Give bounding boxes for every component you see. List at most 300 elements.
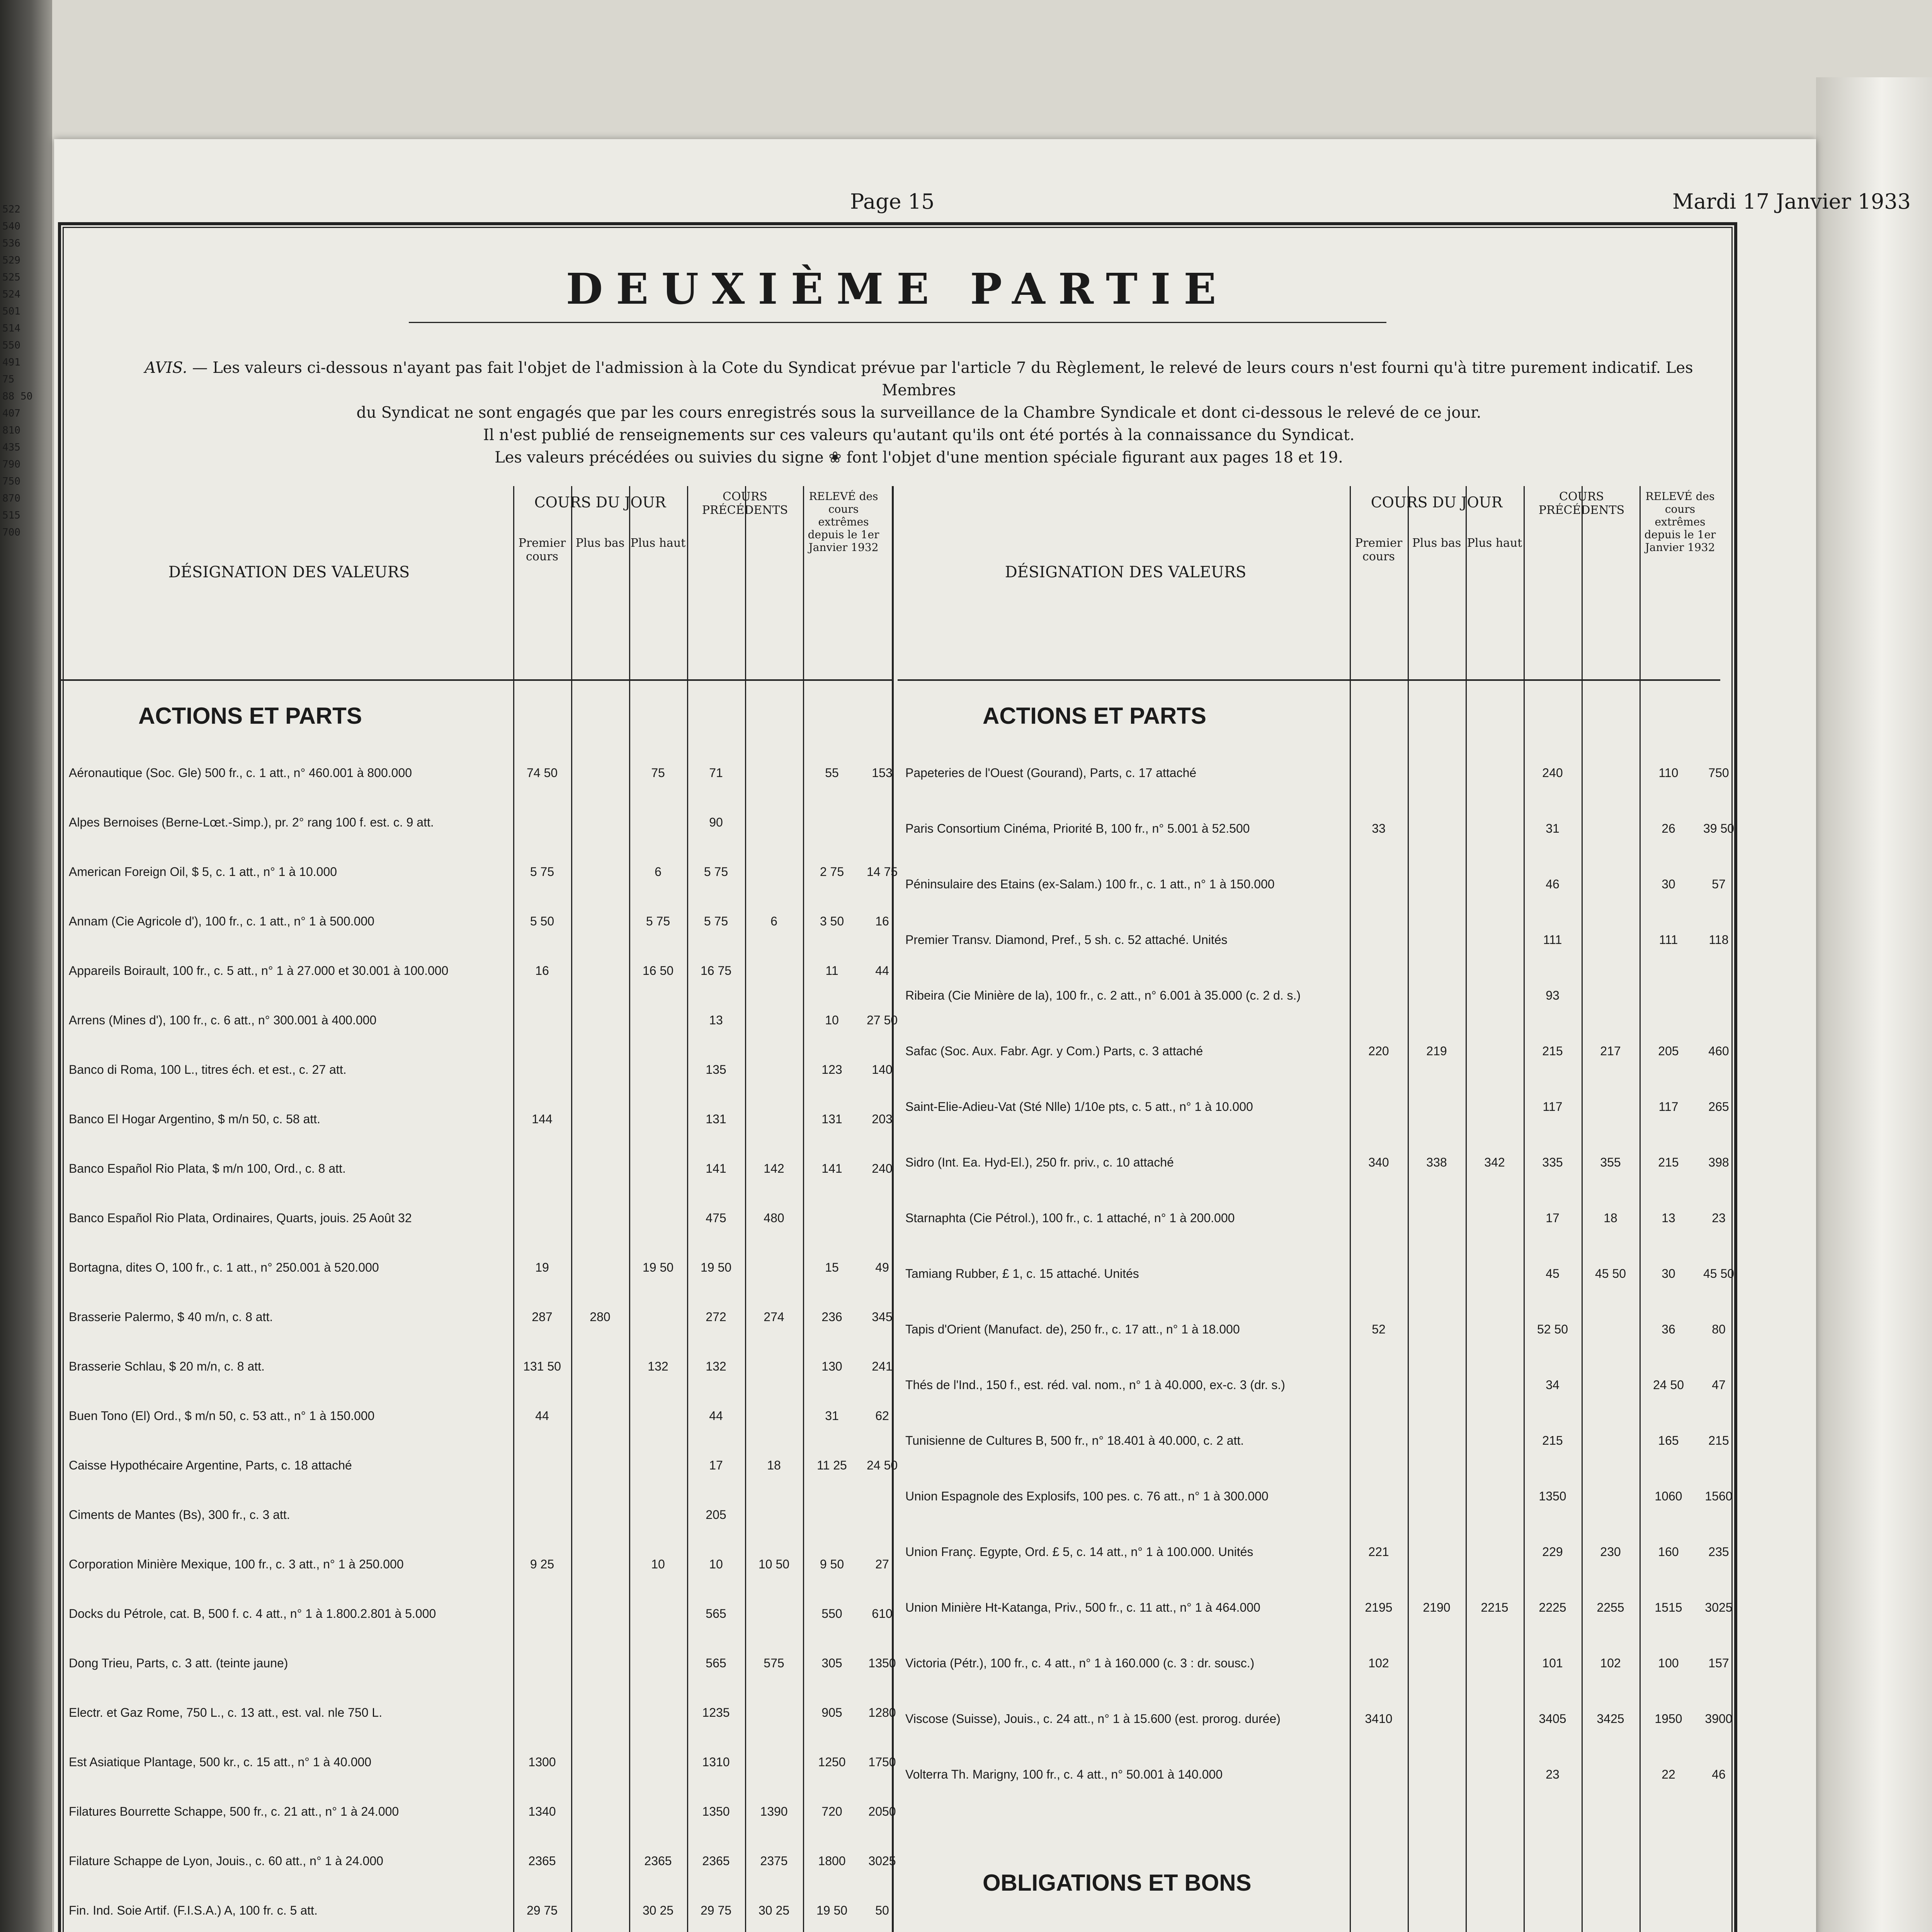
table-row (61, 1556, 892, 1573)
price-c5: 30 25 (758, 1903, 790, 1917)
price-c5: 10 50 (758, 1557, 790, 1571)
price-c7: 49 (875, 1260, 889, 1274)
table-row (61, 1308, 892, 1325)
price-c3: 2215 (1481, 1600, 1509, 1614)
price-c1: 9 25 (530, 1557, 554, 1571)
price-c7: 2050 (868, 1804, 896, 1818)
price-c4: 111 (1543, 933, 1562, 947)
previous-page-number: 515 (2, 510, 20, 521)
price-c1: 2195 (1365, 1600, 1393, 1614)
price-c4: 565 (706, 1656, 726, 1670)
security-name: Tunisienne de Cultures B, 500 fr., n° 18.401 à 40.000, c. 2 att. (905, 1434, 1244, 1447)
price-c4: 135 (706, 1063, 726, 1077)
price-c6: 905 (821, 1706, 842, 1719)
issue-date: Mardi 17 Janvier 1933 (1672, 189, 1911, 214)
table-header-left (61, 486, 892, 681)
price-c5: 274 (764, 1310, 784, 1324)
price-c7: 610 (872, 1607, 893, 1621)
price-c6: 130 (821, 1359, 842, 1373)
price-c4: 23 (1546, 1767, 1560, 1781)
table-row (61, 1407, 892, 1424)
section-actions-parts-left: ACTIONS ET PARTS (138, 703, 362, 729)
security-name: Banco Español Rio Plata, Ordinaires, Quarts, jouis. 25 Août 32 (69, 1211, 412, 1225)
price-c1: 29 75 (526, 1903, 558, 1917)
price-c6: 55 (825, 766, 839, 780)
price-c2: 280 (590, 1310, 611, 1324)
table-row (898, 820, 1735, 837)
column-rule (745, 486, 746, 1932)
price-c4: 71 (709, 766, 723, 780)
price-c4: 240 (1542, 766, 1563, 780)
table-row (61, 1704, 896, 1721)
price-c4: 31 (1546, 821, 1560, 835)
price-c7: 27 50 (866, 1013, 898, 1027)
price-c7: 345 (872, 1310, 893, 1324)
price-c6: 11 (825, 964, 838, 978)
price-c6: 10 (825, 1013, 839, 1027)
column-rule (1582, 486, 1583, 1932)
price-c6: 117 (1658, 1100, 1679, 1114)
price-c6: 19 50 (816, 1903, 848, 1917)
security-name: Tamiang Rubber, £ 1, c. 15 attaché. Unités (905, 1267, 1139, 1281)
price-c4: 1350 (1539, 1489, 1566, 1503)
column-rule (1466, 486, 1467, 1932)
security-name: Viscose (Suisse), Jouis., c. 24 att., n° 1 à 15.600 (est. prorog. durée) (905, 1712, 1281, 1726)
price-c4: 2365 (702, 1854, 730, 1868)
previous-page-number: 88 50 (2, 391, 33, 402)
price-c1: 2365 (528, 1854, 556, 1868)
price-c6: 1250 (818, 1755, 846, 1769)
price-c7: 27 (875, 1557, 889, 1571)
security-name: Filatures Bourrette Schappe, 500 fr., c. 21 att., n° 1 à 24.000 (69, 1804, 399, 1818)
header-releve: RELEVÉ des cours extrêmes depuis le 1er Janvier 1932 (808, 490, 879, 554)
price-c7: 47 (1712, 1378, 1726, 1392)
table-row (898, 876, 1726, 893)
price-c5: 3425 (1597, 1712, 1624, 1726)
security-name: Arrens (Mines d'), 100 fr., c. 6 att., n° 300.001 à 400.000 (69, 1013, 377, 1027)
notice-line-2: du Syndicat ne sont engagés que par les cours enregistrés sous la surveillance de la Chambre Syndicale et dont ci-dessous le relevé de ce jour. (356, 404, 1481, 422)
notice (127, 357, 1711, 469)
price-c2: 2190 (1423, 1600, 1451, 1614)
price-c3: 2365 (644, 1854, 672, 1868)
price-c7: 460 (1708, 1044, 1729, 1058)
header-releve: RELEVÉ des cours extrêmes depuis le 1er Janvier 1932 (1644, 490, 1716, 554)
right-column (898, 486, 1735, 1932)
security-name: Banco Español Rio Plata, $ m/n 100, Ord., c. 8 att. (69, 1162, 346, 1175)
price-c7: 153 (872, 766, 893, 780)
price-c6: 9 50 (820, 1557, 844, 1571)
security-name: Annam (Cie Agricole d'), 100 fr., c. 1 att., n° 1 à 500.000 (69, 914, 374, 928)
previous-page-number: 407 (2, 408, 20, 419)
price-c6: 1515 (1655, 1600, 1682, 1614)
security-name: Victoria (Pétr.), 100 fr., c. 4 att., n° 1 à 160.000 (c. 3 : dr. sousc.) (905, 1656, 1255, 1670)
price-c5: 355 (1600, 1155, 1621, 1169)
header-plus-haut: Plus haut (630, 536, 686, 550)
security-name: Aéronautique (Soc. Gle) 500 fr., c. 1 att., n° 460.001 à 800.000 (69, 766, 412, 780)
price-c7: 80 (1712, 1322, 1726, 1336)
price-c4: 475 (706, 1211, 726, 1225)
column-rule (687, 486, 688, 1932)
price-c4: 215 (1542, 1044, 1563, 1058)
security-name: Banco El Hogar Argentino, $ m/n 50, c. 58 att. (69, 1112, 321, 1126)
price-c4: 131 (706, 1112, 726, 1126)
page-frame (58, 222, 1737, 1932)
header-designation: DÉSIGNATION DES VALEURS (168, 563, 410, 581)
price-c6: 1060 (1655, 1489, 1682, 1503)
previous-page-number: 550 (2, 340, 20, 351)
price-c1: 131 50 (523, 1359, 561, 1373)
price-c4: 17 (1546, 1211, 1560, 1225)
price-c3: 75 (651, 766, 665, 780)
table-row (898, 1710, 1733, 1727)
page-number: Page 15 (850, 189, 935, 214)
price-c7: 62 (875, 1409, 889, 1423)
header-plus-bas: Plus bas (575, 536, 625, 550)
table-row (898, 1043, 1729, 1060)
price-c4: 272 (706, 1310, 726, 1324)
table-row (61, 1852, 896, 1869)
price-c4: 17 (709, 1458, 723, 1472)
price-c6: 30 (1662, 877, 1675, 891)
security-name: Paris Consortium Cinéma, Priorité B, 100 fr., n° 5.001 à 52.500 (905, 821, 1250, 835)
price-c1: 1340 (528, 1804, 556, 1818)
price-c6: 1800 (818, 1854, 846, 1868)
price-c4: 10 (709, 1557, 723, 1571)
price-c7: 265 (1708, 1100, 1729, 1114)
price-c4: 46 (1546, 877, 1560, 891)
price-c5: 142 (764, 1162, 784, 1175)
security-name: Union Espagnole des Explosifs, 100 pes. c. 76 att., n° 1 à 300.000 (905, 1489, 1269, 1503)
security-name: Dong Trieu, Parts, c. 3 att. (teinte jaune) (69, 1656, 288, 1670)
previous-page-number: 514 (2, 323, 20, 334)
price-c6: 550 (821, 1607, 842, 1621)
header-plus-haut: Plus haut (1467, 536, 1522, 550)
price-c4: 1235 (702, 1706, 730, 1719)
price-c6: 100 (1658, 1656, 1679, 1670)
price-c7: 57 (1712, 877, 1726, 891)
table-row (61, 1803, 896, 1820)
table-row (61, 1457, 898, 1474)
price-c1: 340 (1368, 1155, 1389, 1169)
table-row (61, 913, 892, 930)
price-c7: 3025 (868, 1854, 896, 1868)
price-c6: 305 (821, 1656, 842, 1670)
previous-page-number: 435 (2, 442, 20, 453)
table-row (61, 1358, 892, 1375)
price-c7: 16 (875, 914, 889, 928)
price-c1: 220 (1368, 1044, 1389, 1058)
title-rule (409, 322, 1386, 323)
column-rule (803, 486, 804, 1932)
table-row (898, 1543, 1729, 1560)
security-name: Union Franç. Egypte, Ord. £ 5, c. 14 att., n° 1 à 100.000. Unités (905, 1545, 1253, 1559)
table-header-right (898, 486, 1720, 681)
previous-page-number: 790 (2, 459, 20, 470)
security-name: Corporation Minière Mexique, 100 fr., c. 3 att., n° 1 à 250.000 (69, 1557, 404, 1571)
security-name: Safac (Soc. Aux. Fabr. Agr. y Com.) Parts, c. 3 attaché (905, 1044, 1203, 1058)
table-row (61, 764, 892, 781)
price-c5: 575 (764, 1656, 784, 1670)
column-rule (1639, 486, 1641, 1932)
price-c4: 34 (1546, 1378, 1560, 1392)
column-rule (1524, 486, 1525, 1932)
price-c3: 6 (655, 865, 662, 879)
price-c7: 3025 (1705, 1600, 1733, 1614)
price-c4: 141 (706, 1162, 726, 1175)
price-c4: 5 75 (704, 865, 728, 879)
price-c4: 565 (706, 1607, 726, 1621)
price-c7: 46 (1712, 1767, 1726, 1781)
table-row (61, 1259, 892, 1276)
header-cours-precedents: COURS PRÉCÉDENTS (1538, 490, 1625, 517)
previous-page-number: 491 (2, 357, 20, 368)
price-c4: 132 (706, 1359, 726, 1373)
price-c4: 101 (1542, 1656, 1563, 1670)
price-c5: 2375 (760, 1854, 788, 1868)
price-c4: 45 (1546, 1267, 1560, 1281)
section-obligations-bons: OBLIGATIONS ET BONS (983, 1870, 1252, 1896)
price-c4: 1310 (702, 1755, 730, 1769)
table-row (898, 1098, 1729, 1115)
table-row (61, 1605, 892, 1622)
price-c6: 11 25 (817, 1458, 847, 1472)
price-c4: 19 50 (700, 1260, 732, 1274)
price-c4: 117 (1543, 1100, 1563, 1114)
price-c5: 18 (767, 1458, 781, 1472)
security-name: American Foreign Oil, $ 5, c. 1 att., n° 1 à 10.000 (69, 865, 337, 879)
notice-line-3: Il n'est publié de renseignements sur ces valeurs qu'autant qu'ils ont été portés à la connaissance du Syndicat. (483, 426, 1355, 444)
price-c6: 141 (821, 1162, 842, 1175)
previous-page-number: 750 (2, 476, 20, 487)
price-c5: 6 (770, 914, 777, 928)
price-c4: 335 (1542, 1155, 1563, 1169)
table-row (898, 987, 1720, 1004)
security-name: Premier Transv. Diamond, Pref., 5 sh. c. 52 attaché. Unités (905, 933, 1228, 947)
price-c7: 23 (1712, 1211, 1726, 1225)
table-row (898, 1655, 1729, 1672)
table-row (898, 1321, 1726, 1338)
notice-line-1: — Les valeurs ci-dessous n'ayant pas fait l'objet de l'admission à la Cote du Syndicat prévue par l'article 7 du Règlement, le relevé de leurs cours n'est fourni qu'à titre purement indicatif. Les Membres (192, 359, 1693, 399)
previous-page-number: 810 (2, 425, 20, 436)
previous-page-number: 540 (2, 221, 20, 232)
price-c5: 217 (1600, 1044, 1621, 1058)
table-row (61, 814, 892, 831)
price-c6: 236 (821, 1310, 842, 1324)
price-c1: 74 50 (526, 766, 558, 780)
security-name: Starnaphta (Cie Pétrol.), 100 fr., c. 1 attaché, n° 1 à 200.000 (905, 1211, 1235, 1225)
price-c4: 93 (1546, 988, 1560, 1002)
price-c6: 22 (1662, 1767, 1675, 1781)
price-c4: 44 (709, 1409, 723, 1423)
right-rows-actions (898, 764, 1735, 1821)
security-name: Fin. Ind. Soie Artif. (F.I.S.A.) A, 100 fr. c. 5 att. (69, 1903, 318, 1917)
price-c7: 1350 (868, 1656, 896, 1670)
price-c6: 24 50 (1653, 1378, 1684, 1392)
security-name: Tapis d'Orient (Manufact. de), 250 fr., c. 17 att., n° 1 à 18.000 (905, 1322, 1240, 1336)
table-row (898, 1376, 1726, 1393)
price-c2: 338 (1426, 1155, 1447, 1169)
left-rows (61, 764, 898, 1932)
price-c5: 2255 (1597, 1600, 1624, 1614)
price-c6: 15 (825, 1260, 839, 1274)
price-c3: 5 75 (646, 914, 670, 928)
security-name: Papeteries de l'Ouest (Gourand), Parts, c. 17 attaché (905, 766, 1197, 780)
price-c3: 16 50 (642, 964, 674, 978)
security-name: Thés de l'Ind., 150 f., est. réd. val. nom., n° 1 à 40.000, ex-c. 3 (dr. s.) (905, 1378, 1285, 1392)
security-name: Alpes Bernoises (Berne-Lœt.-Simp.), pr. 2° rang 100 f. est. c. 9 att. (69, 815, 434, 829)
page-edge (1816, 77, 1932, 1932)
price-c7: 1560 (1705, 1489, 1733, 1503)
security-name: Ribeira (Cie Minière de la), 100 fr., c. 2 att., n° 6.001 à 35.000 (c. 2 d. s.) (905, 988, 1301, 1002)
price-c6: 205 (1658, 1044, 1679, 1058)
column-rule (1408, 486, 1409, 1932)
security-name: Buen Tono (El) Ord., $ m/n 50, c. 53 att., n° 1 à 150.000 (69, 1409, 375, 1423)
security-name: Sidro (Int. Ea. Hyd-El.), 250 fr. priv., c. 10 attaché (905, 1155, 1174, 1169)
price-c1: 44 (535, 1409, 549, 1423)
table-row (898, 1265, 1735, 1282)
previous-page-number: 501 (2, 306, 20, 317)
column-rule (1350, 486, 1351, 1932)
price-c1: 33 (1372, 821, 1386, 835)
previous-page-number: 75 (2, 374, 15, 385)
table-row (61, 962, 892, 979)
previous-page-number: 536 (2, 238, 20, 249)
notice-label: AVIS. (145, 359, 187, 377)
price-c5: 18 (1604, 1211, 1617, 1225)
table-row (898, 931, 1729, 948)
security-name: Union Minière Ht-Katanga, Priv., 500 fr., c. 11 att., n° 1 à 464.000 (905, 1600, 1260, 1614)
price-c7: 118 (1709, 933, 1729, 947)
price-c1: 5 75 (530, 865, 554, 879)
price-c3: 342 (1484, 1155, 1505, 1169)
price-c4: 52 50 (1537, 1322, 1568, 1336)
price-c4: 229 (1542, 1545, 1563, 1559)
table-row (61, 1506, 892, 1523)
header-cours-du-jour: COURS DU JOUR (534, 494, 666, 511)
price-c3: 19 50 (642, 1260, 674, 1274)
header-cours-precedents: COURS PRÉCÉDENTS (702, 490, 788, 517)
price-c6: 30 (1662, 1267, 1675, 1281)
price-c7: 240 (872, 1162, 893, 1175)
security-name: Volterra Th. Marigny, 100 fr., c. 4 att., n° 50.001 à 140.000 (905, 1767, 1223, 1781)
price-c3: 10 (651, 1557, 665, 1571)
price-c1: 3410 (1365, 1712, 1393, 1726)
price-c6: 13 (1662, 1211, 1675, 1225)
price-c5: 1390 (760, 1804, 788, 1818)
previous-page-margin (0, 201, 46, 1592)
security-name: Appareils Boirault, 100 fr., c. 5 att., n° 1 à 27.000 et 30.001 à 100.000 (69, 964, 449, 978)
price-c1: 5 50 (530, 914, 554, 928)
security-name: Est Asiatique Plantage, 500 kr., c. 15 att., n° 1 à 40.000 (69, 1755, 372, 1769)
page-title: DEUXIÈME PARTIE (566, 264, 1230, 314)
previous-page-number: 870 (2, 493, 20, 504)
price-c6: 31 (825, 1409, 839, 1423)
price-c7: 157 (1708, 1656, 1729, 1670)
price-c5: 230 (1600, 1545, 1621, 1559)
price-c7: 241 (872, 1359, 893, 1373)
price-c6: 3 50 (820, 914, 844, 928)
price-c2: 219 (1426, 1044, 1447, 1058)
section-actions-parts-right: ACTIONS ET PARTS (983, 703, 1206, 729)
price-c4: 2225 (1539, 1600, 1566, 1614)
price-c7: 50 (875, 1903, 889, 1917)
price-c7: 215 (1708, 1434, 1729, 1447)
table-row (61, 1111, 892, 1128)
price-c4: 3405 (1539, 1712, 1566, 1726)
price-c1: 221 (1368, 1545, 1389, 1559)
price-c6: 720 (821, 1804, 842, 1818)
column-rule (571, 486, 572, 1932)
price-c6: 160 (1658, 1545, 1679, 1559)
header-designation: DÉSIGNATION DES VALEURS (1005, 563, 1247, 581)
price-c7: 45 50 (1703, 1267, 1735, 1281)
security-name: Brasserie Schlau, $ 20 m/n, c. 8 att. (69, 1359, 265, 1373)
price-c4: 13 (709, 1013, 723, 1027)
security-name: Caisse Hypothécaire Argentine, Parts, c. 18 attaché (69, 1458, 352, 1472)
price-c3: 132 (648, 1359, 668, 1373)
price-c6: 131 (821, 1112, 842, 1126)
previous-page-number: 524 (2, 289, 20, 300)
price-c4: 16 75 (700, 964, 732, 978)
price-c5: 45 50 (1595, 1267, 1626, 1281)
price-c1: 19 (535, 1260, 549, 1274)
security-name: Ciments de Mantes (Bs), 300 fr., c. 3 att. (69, 1508, 290, 1522)
security-name: Electr. et Gaz Rome, 750 L., c. 13 att., est. val. nle 750 L. (69, 1706, 383, 1719)
price-c1: 287 (532, 1310, 553, 1324)
previous-page-number: 525 (2, 272, 20, 283)
table-row (898, 1599, 1733, 1616)
header-cours-du-jour: COURS DU JOUR (1371, 494, 1503, 511)
previous-page-number: 522 (2, 204, 20, 215)
price-c6: 26 (1662, 821, 1675, 835)
table-row (898, 1432, 1729, 1449)
price-c6: 165 (1658, 1434, 1679, 1447)
price-c7: 39 50 (1703, 821, 1735, 835)
column-rule (513, 486, 514, 1932)
notice-line-4: Les valeurs précédées ou suivies du signe ❀ font l'objet d'une mention spéciale figurant aux pages 18 et 19. (495, 449, 1343, 466)
price-c1: 16 (535, 964, 549, 978)
price-c4: 90 (709, 815, 723, 829)
header-plus-bas: Plus bas (1412, 536, 1461, 550)
price-c1: 102 (1368, 1656, 1389, 1670)
price-c6: 36 (1662, 1322, 1675, 1336)
security-name: Bortagna, dites O, 100 fr., c. 1 att., n° 250.001 à 520.000 (69, 1260, 379, 1274)
price-c4: 5 75 (704, 914, 728, 928)
price-c1: 52 (1372, 1322, 1386, 1336)
price-c4: 215 (1542, 1434, 1563, 1447)
price-c4: 29 75 (700, 1903, 732, 1917)
table-row (61, 863, 898, 880)
price-c7: 203 (872, 1112, 893, 1126)
price-c7: 24 50 (866, 1458, 898, 1472)
security-name: Brasserie Palermo, $ 40 m/n, c. 8 att. (69, 1310, 273, 1324)
table-row (898, 1766, 1726, 1783)
security-name: Saint-Elie-Adieu-Vat (Sté Nlle) 1/10e pts, c. 5 att., n° 1 à 10.000 (905, 1100, 1253, 1114)
security-name: Péninsulaire des Etains (ex-Salam.) 100 fr., c. 1 att., n° 1 à 150.000 (905, 877, 1275, 891)
table-row (61, 1209, 892, 1226)
table-row (61, 1061, 892, 1078)
table-row (61, 1160, 892, 1177)
price-c6: 123 (821, 1063, 842, 1077)
price-c1: 1300 (528, 1755, 556, 1769)
price-c4: 205 (706, 1508, 726, 1522)
price-c7: 750 (1708, 766, 1729, 780)
page-header (58, 189, 1932, 220)
price-c6: 111 (1659, 933, 1678, 947)
security-name: Docks du Pétrole, cat. B, 500 f. c. 4 att., n° 1 à 1.800.2.801 à 5.000 (69, 1607, 436, 1621)
security-name: Banco di Roma, 100 L., titres éch. et est., c. 27 att. (69, 1063, 347, 1077)
price-c7: 1750 (868, 1755, 896, 1769)
